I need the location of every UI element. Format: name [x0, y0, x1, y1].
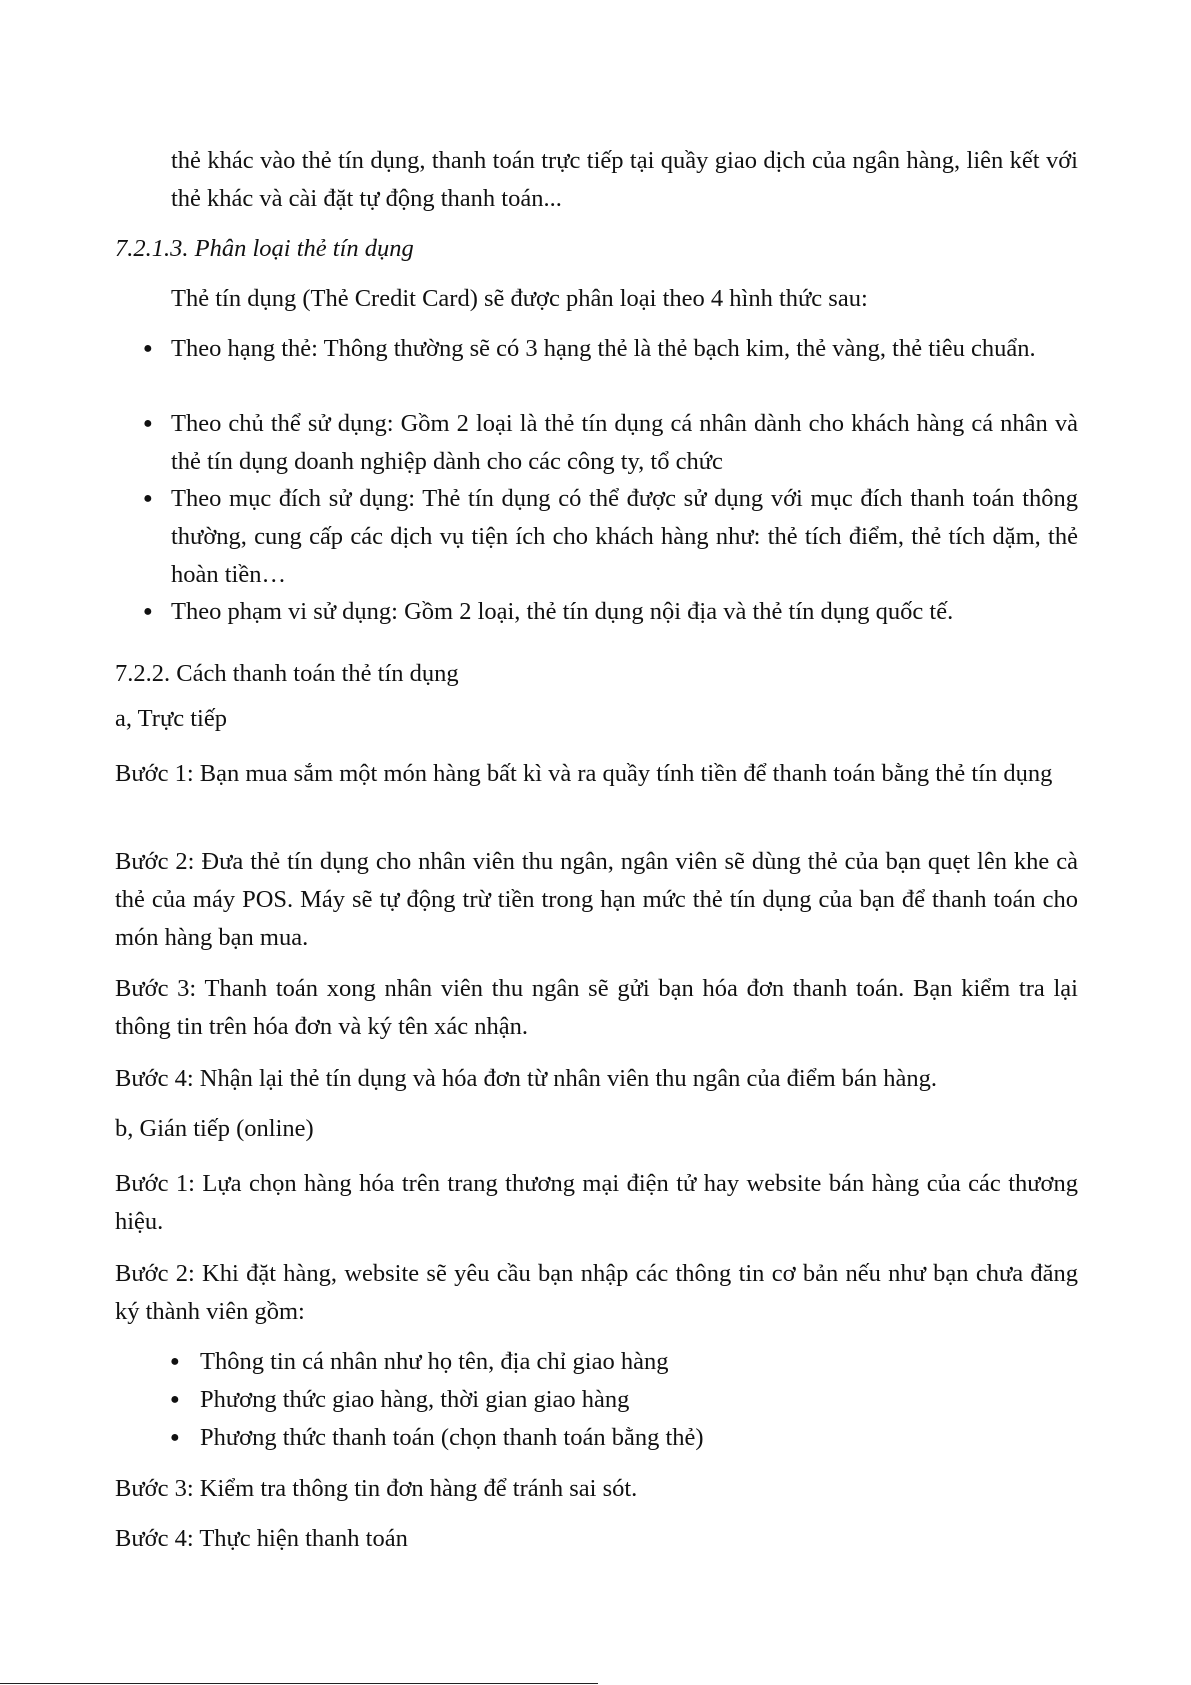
online-info-bullet-1: Thông tin cá nhân như họ tên, địa chỉ giao hàng [200, 1348, 669, 1375]
direct-step-1: Bước 1: Bạn mua sắm một món hàng bất kì và ra quầy tính tiền để thanh toán bằng thẻ tín dụng [115, 760, 1053, 787]
continuation-paragraph: thẻ khác vào thẻ tín dụng, thanh toán trực tiếp tại quầy giao dịch của ngân hàng, liên kết với thẻ khác và cài đặt tự động thanh toán... [171, 147, 1078, 212]
direct-heading: a, Trực tiếp [115, 705, 227, 732]
classification-bullet-1: Theo hạng thẻ: Thông thường sẽ có 3 hạng thẻ là thẻ bạch kim, thẻ vàng, thẻ tiêu chuẩn. [171, 335, 1036, 362]
online-step-2: Bước 2: Khi đặt hàng, website sẽ yêu cầu bạn nhập các thông tin cơ bản nếu như bạn chưa đăng ký thành viên gồm: [115, 1260, 1078, 1325]
classification-bullet-3: Theo mục đích sử dụng: Thẻ tín dụng có thể được sử dụng với mục đích thanh toán thông thường, cung cấp các dịch vụ tiện ích cho khách hàng như: thẻ tích điểm, thẻ tích dặm, thẻ hoàn tiền… [171, 485, 1078, 588]
classification-bullet-2: Theo chủ thể sử dụng: Gồm 2 loại là thẻ tín dụng cá nhân dành cho khách hàng cá nhân và thẻ tín dụng doanh nghiệp dành cho các công ty, tổ chức [171, 410, 1078, 475]
payment-heading: 7.2.2. Cách thanh toán thẻ tín dụng [115, 660, 459, 687]
bullet-dot: ● [143, 603, 153, 620]
online-step-1: Bước 1: Lựa chọn hàng hóa trên trang thương mại điện tử hay website bán hàng của các thương hiệu. [115, 1170, 1078, 1235]
direct-step-3: Bước 3: Thanh toán xong nhân viên thu ngân sẽ gửi bạn hóa đơn thanh toán. Bạn kiểm tra lại thông tin trên hóa đơn và ký tên xác nhận. [115, 975, 1078, 1040]
section-intro: Thẻ tín dụng (Thẻ Credit Card) sẽ được phân loại theo 4 hình thức sau: [171, 285, 868, 312]
bullet-dot: ● [170, 1429, 180, 1446]
direct-step-2: Bước 2: Đưa thẻ tín dụng cho nhân viên thu ngân, ngân viên sẽ dùng thẻ của bạn quẹt lên khe cà thẻ của máy POS. Máy sẽ tự động trừ tiền trong hạn mức thẻ tín dụng của bạn để thanh toán cho món hàng bạn mua. [115, 848, 1078, 951]
bullet-dot: ● [170, 1353, 180, 1370]
footer-rule [0, 1683, 598, 1684]
online-step-4: Bước 4: Thực hiện thanh toán [115, 1525, 408, 1552]
bullet-dot: ● [170, 1391, 180, 1408]
direct-step-4: Bước 4: Nhận lại thẻ tín dụng và hóa đơn từ nhân viên thu ngân của điểm bán hàng. [115, 1065, 937, 1092]
bullet-dot: ● [143, 340, 153, 357]
online-info-bullet-2: Phương thức giao hàng, thời gian giao hàng [200, 1386, 630, 1413]
bullet-dot: ● [143, 490, 153, 507]
bullet-dot: ● [143, 415, 153, 432]
online-heading: b, Gián tiếp (online) [115, 1115, 314, 1142]
online-info-bullet-3: Phương thức thanh toán (chọn thanh toán bằng thẻ) [200, 1424, 704, 1451]
classification-bullet-4: Theo phạm vi sử dụng: Gồm 2 loại, thẻ tín dụng nội địa và thẻ tín dụng quốc tế. [171, 598, 954, 625]
section-heading: 7.2.1.3. Phân loại thẻ tín dụng [115, 235, 414, 262]
online-step-3: Bước 3: Kiểm tra thông tin đơn hàng để tránh sai sót. [115, 1475, 638, 1502]
